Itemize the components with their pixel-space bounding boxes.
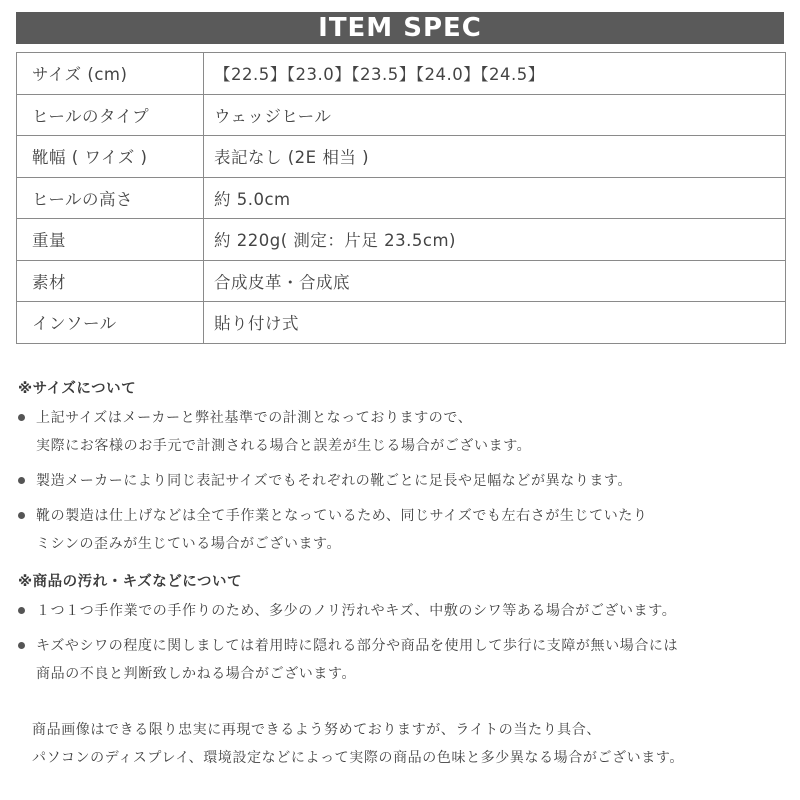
note-line: パソコンのディスプレイ、環境設定などによって実際の商品の色味と多少異なる場合がございます。	[32, 750, 684, 766]
spec-row-heel-height	[17, 177, 786, 219]
spec-value: 約 5.0cm	[204, 177, 786, 219]
spec-label: ヒールのタイプ	[17, 94, 204, 136]
size-notes-title: ※サイズについて	[18, 381, 137, 397]
spec-value: 合成皮革・合成底	[204, 260, 786, 302]
bullet-dot-icon	[18, 512, 25, 519]
spec-label: 重量	[17, 219, 204, 261]
notes-section	[18, 374, 788, 772]
note-line: ミシンの歪みが生じている場合がございます。	[36, 536, 342, 552]
spec-value: 【22.5】【23.0】【23.5】【24.0】【24.5】	[204, 53, 786, 95]
list-item	[18, 404, 788, 460]
note-line: 商品画像はできる限り忠実に再現できるよう努めておりますが、ライトの当たり具合、	[32, 722, 601, 738]
spec-label: ヒールの高さ	[17, 177, 204, 219]
spec-value: 貼り付け式	[204, 302, 786, 344]
spec-row-width	[17, 136, 786, 178]
spec-label: 素材	[17, 260, 204, 302]
note-line: キズやシワの程度に関しましては着用時に隠れる部分や商品を使用して歩行に支障が無い場合には	[36, 638, 679, 654]
spec-row-insole	[17, 302, 786, 344]
note-line: 製造メーカーにより同じ表記サイズでもそれぞれの靴ごとに足長や足幅などが異なります。	[36, 473, 633, 489]
bullet-dot-icon	[18, 607, 25, 614]
bullet-dot-icon	[18, 642, 25, 649]
spec-label: インソール	[17, 302, 204, 344]
bullet-dot-icon	[18, 414, 25, 421]
spec-label: サイズ (cm)	[17, 53, 204, 95]
spec-row-heel-type	[17, 94, 786, 136]
spec-value: 表記なし (2E 相当 )	[204, 136, 786, 178]
spec-value: 約 220g( 測定：片足 23.5cm)	[204, 219, 786, 261]
spec-label: 靴幅 ( ワイズ )	[17, 136, 204, 178]
spec-row-size	[17, 53, 786, 95]
note-line: 上記サイズはメーカーと弊社基準での計測となっておりますので、	[36, 410, 473, 426]
spec-row-material	[17, 260, 786, 302]
spec-value: ウェッジヒール	[204, 94, 786, 136]
item-spec-header: ITEM SPEC	[16, 12, 784, 44]
spec-row-weight	[17, 219, 786, 261]
note-line: １つ１つ手作業での手作りのため、多少のノリ汚れやキズ、中敷のシワ等ある場合がございます。	[36, 603, 677, 619]
list-item	[18, 632, 788, 688]
spec-table	[16, 52, 786, 344]
list-item	[18, 597, 788, 625]
note-line: 商品の不良と判断致しかねる場合がございます。	[36, 666, 357, 682]
list-item	[18, 467, 788, 495]
bullet-dot-icon	[18, 477, 25, 484]
note-line: 靴の製造は仕上げなどは全て手作業となっているため、同じサイズでも左右さが生じていたり	[36, 508, 648, 524]
footer-note	[18, 716, 788, 772]
list-item	[18, 502, 788, 558]
damage-notes-title: ※商品の汚れ・キズなどについて	[18, 574, 243, 590]
note-line: 実際にお客様のお手元で計測される場合と誤差が生じる場合がございます。	[36, 438, 532, 454]
